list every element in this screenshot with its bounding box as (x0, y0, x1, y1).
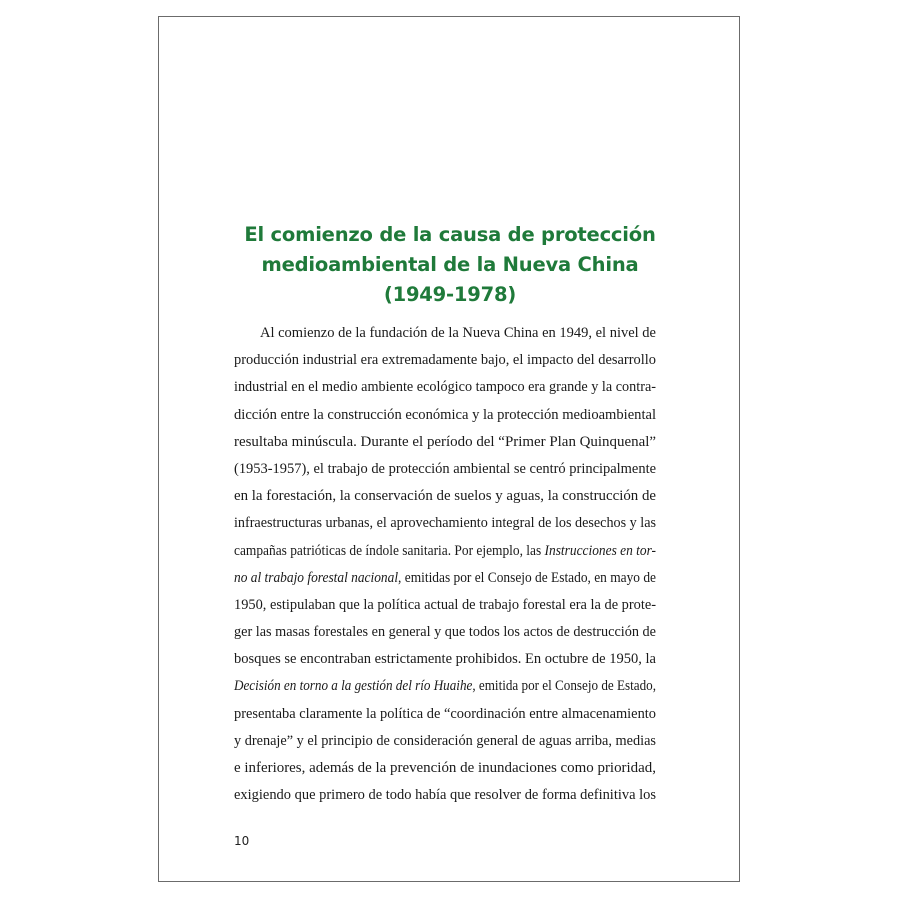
body-line (234, 672, 656, 699)
body-line: 1950, estipulaban que la política actual de trabajo forestal era la de prote- (234, 595, 656, 613)
chapter-title-line-2: medioambiental de la Nueva China (261, 253, 639, 276)
body-text: , emitida por el Consejo de Estado, (472, 677, 656, 695)
body-line (234, 537, 656, 564)
body-line: producción industrial era extremadamente bajo, el impacto del desarrollo (234, 351, 656, 369)
italic-document-title: Instrucciones en tor- (544, 541, 656, 559)
italic-document-title: no al trabajo forestal nacional (234, 568, 399, 586)
body-line: dicción entre la construcción económica y la protección medioambiental (234, 405, 656, 423)
page-number: 10 (234, 834, 250, 848)
body-paragraph (234, 319, 656, 808)
chapter-title (219, 220, 681, 310)
body-line (234, 564, 656, 591)
chapter-title-line-3: (1949-1978) (383, 283, 517, 306)
body-line: e inferiores, además de la prevención de inundaciones como prioridad, (234, 759, 656, 776)
body-line: bosques se encontraban estrictamente prohibidos. En octubre de 1950, la (234, 650, 656, 668)
body-line: Al comienzo de la fundación de la Nueva China en 1949, el nivel de (260, 324, 656, 341)
italic-document-title: Decisión en torno a la gestión del río Huaihe (234, 677, 473, 695)
body-line: infraestructuras urbanas, el aprovechamiento integral de los desechos y las (234, 514, 656, 532)
body-text: , emitidas por el Consejo de Estado, en mayo de (398, 568, 656, 586)
body-line: y drenaje” y el principio de consideración general de aguas arriba, medias (234, 731, 656, 749)
body-line: (1953-1957), el trabajo de protección ambiental se centró principalmente (234, 459, 656, 477)
body-text: campañas patrióticas de índole sanitaria. Por ejemplo, las (234, 541, 545, 559)
chapter-title-line-1: El comienzo de la causa de protección (244, 223, 656, 246)
body-line: exigiendo que primero de todo había que resolver de forma definitiva los (234, 786, 656, 804)
body-line: industrial en el medio ambiente ecológico tampoco era grande y la contra- (234, 378, 656, 396)
body-line: ger las masas forestales en general y que todos los actos de destrucción de (234, 623, 656, 641)
body-line: resultaba minúscula. Durante el período del “Primer Plan Quinquenal” (234, 432, 656, 450)
book-page (158, 16, 740, 882)
body-line: en la forestación, la conservación de suelos y aguas, la construcción de (234, 487, 656, 505)
body-line: presentaba claramente la política de “coordinación entre almacenamiento (234, 704, 656, 722)
